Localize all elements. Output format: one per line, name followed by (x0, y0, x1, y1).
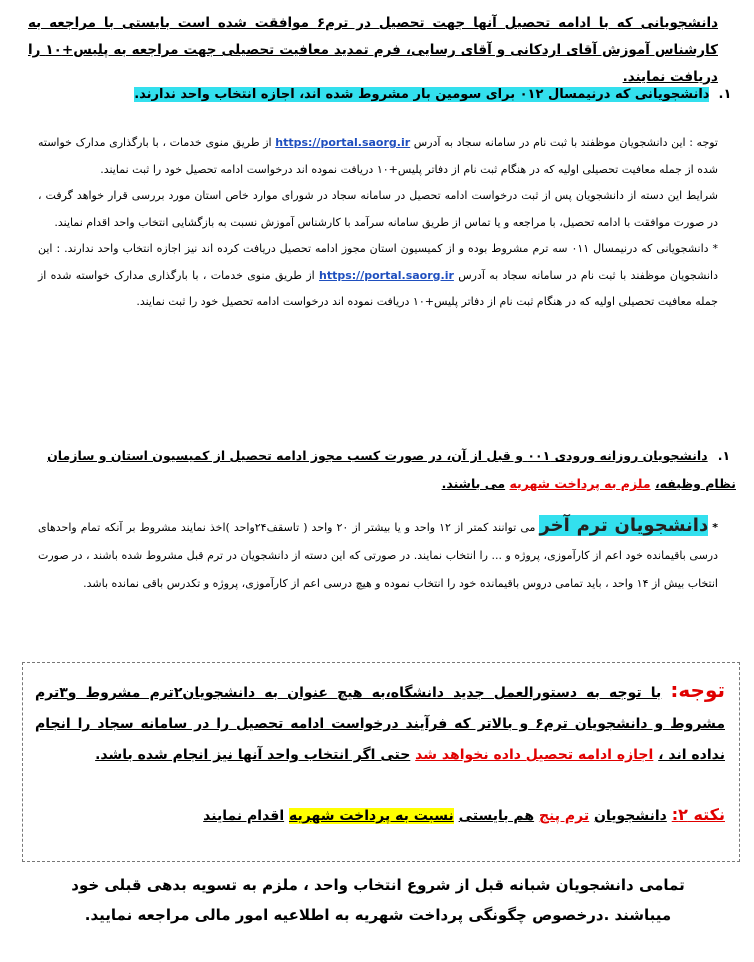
note-2 (35, 801, 725, 830)
note-2-before: دانشجویان (594, 808, 667, 824)
note-paragraph-3 (38, 236, 718, 316)
portal-link-1[interactable]: https://portal.saorg.ir (275, 136, 411, 149)
item-2 (18, 442, 736, 498)
note-2-end: اقدام نمایند (203, 808, 285, 824)
item-2-end-text: می باشند. (441, 476, 506, 491)
note-paragraph-2: شرایط این دسته از دانشجویان پس از ثبت درخواست ادامه تحصیل در سامانه سجاد در شورای موارد خاص استان مورد بررسی قرار خواهد گرفت ، در صورت موافقت با ادامه تحصیل، با مراجعه و یا تماس از طریق سامانه سرآمد با کارشناس آموزش نسبت به بازگشایی انتخاب واحد اقدام نمایند. (38, 189, 718, 229)
intro-text: دانشجویانی که با ادامه تحصیل آنها جهت تحصیل در ترم۶ موافقت شده است بایستی با مراجعه به کارشناس آموزش آقای اردکانی و آقای رسایی، فرم تمدید معافیت تحصیلی جهت مراجعه به پلیس+۱۰ را دریافت نمایند. (28, 15, 718, 85)
last-term-block (38, 512, 718, 598)
notice-box (22, 662, 740, 862)
notes-block (38, 130, 718, 316)
notice-text-after: حتی اگر انتخاب واحد آنها نیز انجام شده باشد. (95, 747, 411, 763)
notice-red-text: اجازه ادامه تحصیل داده نخواهد شد (415, 747, 654, 763)
item-1-text: دانشجویانی که درنیمسال ۰۱۲ برای سومین بار مشروط شده اند، اجازه انتخاب واحد ندارند. (134, 87, 710, 102)
bottom-paragraph: تمامی دانشجویان شبانه قبل از شروع انتخاب واحد ، ملزم به تسویه بدهی قبلی خود میباشند .درخصوص چگونگی پرداخت شهریه به اطلاعیه امور مالی مراجعه نمایید. (71, 876, 685, 924)
note-3-before-link: * دانشجویانی که درنیمسال ۰۱۱ سه ترم مشروط بوده و از کمیسیون استان مجوز ادامه تحصیل دریافت کرده اند نیز اجازه انتخاب واحد ندارند. : این دانشجویان موظفند با ثبت نام در سامانه سجاد به آدرس (38, 242, 719, 282)
note-2-red: ترم پنج (538, 808, 590, 824)
note-2-mid: هم بایستی (458, 808, 535, 824)
note-1-before-link: توجه : این دانشجویان موظفند با ثبت نام در سامانه سجاد به آدرس (413, 136, 718, 149)
item-2-text: دانشجویان روزانه ورودی ۰۰۱ و قبل از آن، در صورت کسب مجوز ادامه تحصیل از کمیسیون استان و سازمان نظام وظیفه، (47, 448, 736, 491)
notice-text-before: با توجه به دستورالعمل جدید دانشگاه،به هیچ عنوان به دانشجویان۲ترم مشروط و۳ترم مشروط و دانشجویان ترم۶ و بالاتر که فرآیند درخواست ادامه تحصیل را در سامانه سجاد را انجام نداده اند ، (35, 685, 725, 763)
item-2-number: ۱. (717, 448, 731, 463)
note-paragraph-1 (38, 130, 718, 183)
last-term-heading: دانشجویان ترم آخر (539, 515, 709, 536)
note-1-after-link: از طریق منوی خدمات ، با بارگذاری مدارک خواسته شده از جمله معافیت تحصیلی اولیه که در هنگام ثبت نام از دفاتر پلیس+۱۰ دریافت نموده اند درخواست ادامه تحصیل خود را ثبت نمایند. (38, 136, 718, 176)
intro-paragraph (28, 10, 718, 91)
notice-label: توجه: (670, 678, 726, 702)
item-2-red-text: ملزم به پرداخت شهریه (509, 476, 651, 491)
notice-text (35, 675, 725, 771)
item-1-number: ۱. (718, 87, 732, 102)
note-3-after-link: از طریق منوی خدمات ، با بارگذاری مدارک خواسته شده از جمله معافیت تحصیلی اولیه که در هنگام ثبت نام از دفاتر پلیس+۱۰ دریافت نموده اند درخواست ادامه تحصیل خود را ثبت نمایند. (38, 268, 718, 308)
note-2-label: نکته ۲: (671, 805, 725, 824)
note-2-highlight: نسبت به پرداخت شهریه (289, 808, 454, 824)
last-term-star: * (712, 521, 718, 534)
portal-link-2[interactable]: https://portal.saorg.ir (319, 268, 454, 282)
item-1 (16, 82, 736, 108)
last-term-text: می توانند کمتر از ۱۲ واحد و یا بیشتر از ۲۰ واحد ( تاسقف۲۴واحد )اخذ نمایند مشروط بر آنکه تمام واحدهای درسی باقیمانده خود اعم از کارآموزی، پروژه و ... را انتخاب نمایند. در صورتی که این دسته از دانشجویان در ترم قبل مشروط شده باشند ، در صورت انتخاب بیش از ۱۴ واحد ، باید تمامی دروس باقیمانده خود را انتخاب نموده و هیچ درسی اعم از کارآموزی، پروژه و تکدرس باقی نمانده باشد. (38, 521, 718, 590)
